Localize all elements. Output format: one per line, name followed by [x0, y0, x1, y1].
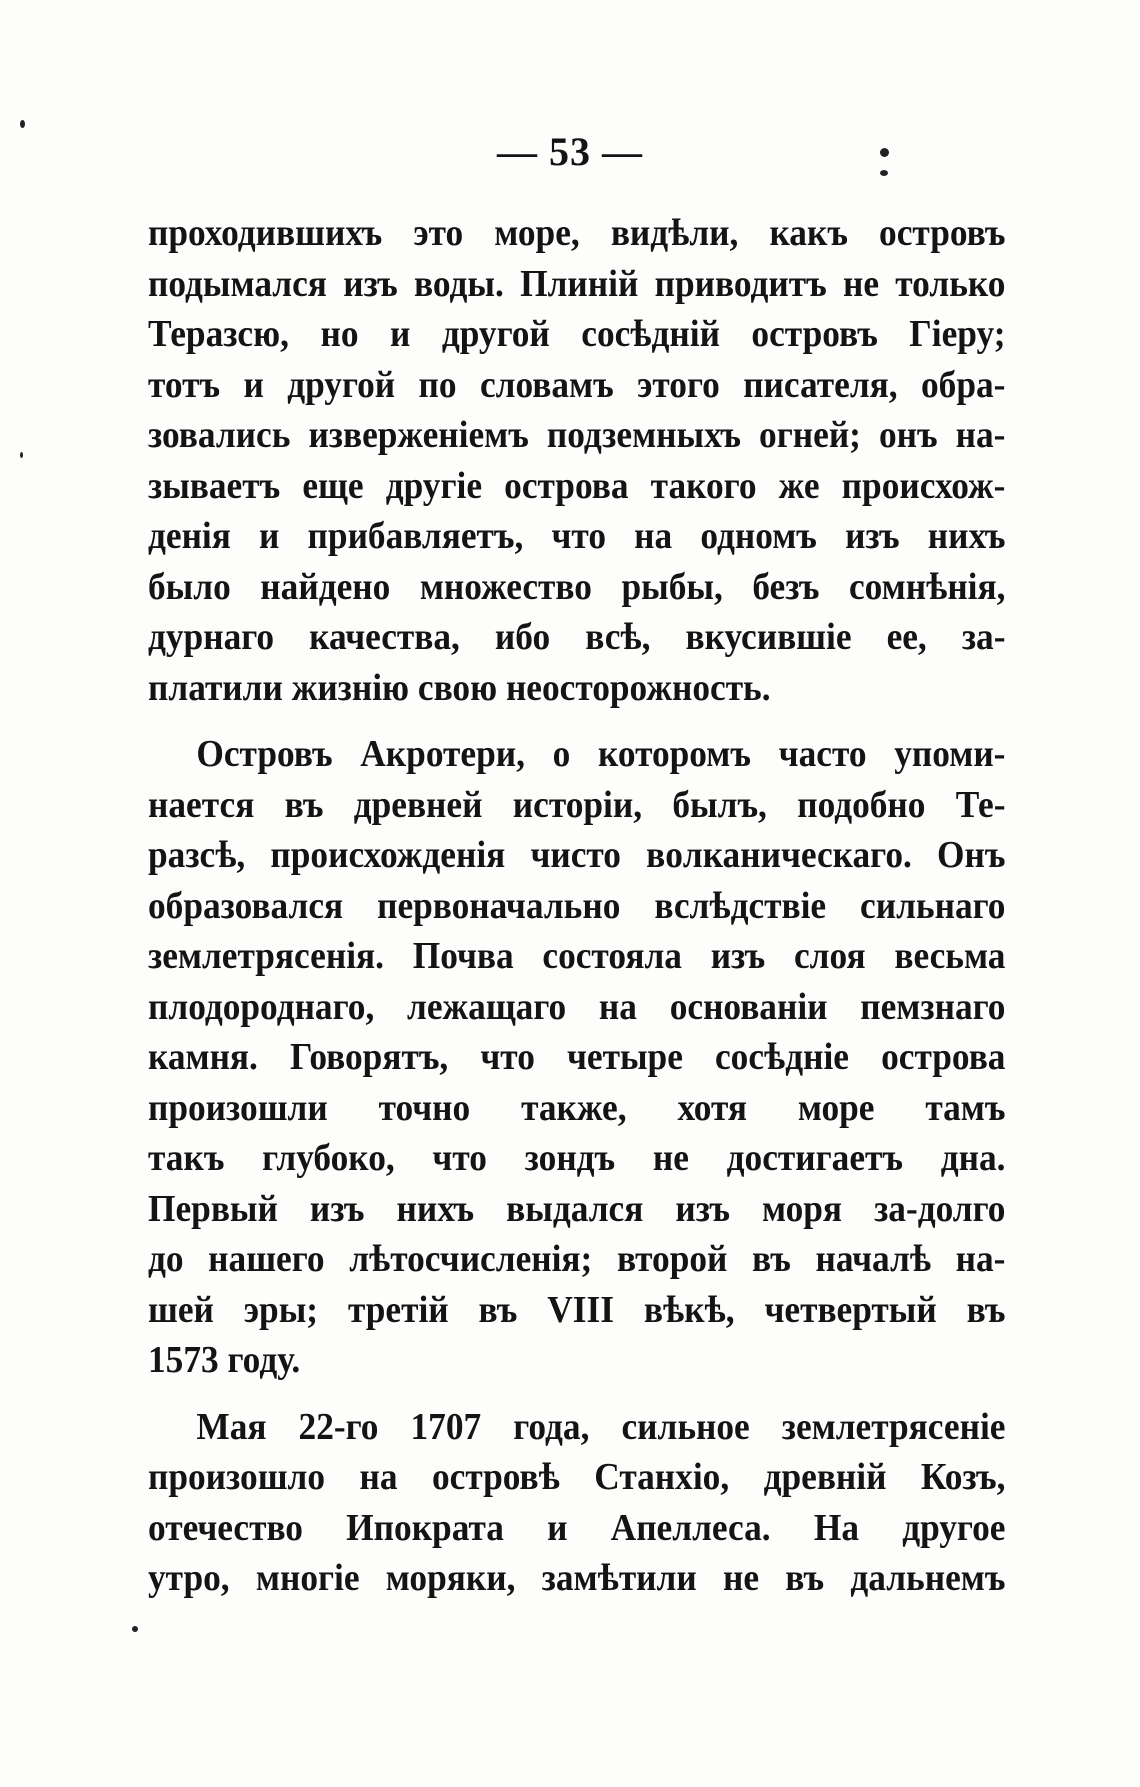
scan-speck	[20, 452, 23, 458]
text-line: шей эры; третій въ VIII вѣкѣ, четвертый въ	[148, 1288, 1006, 1331]
text-line: такъ глубоко, что зондъ не достигаетъ дна.	[148, 1137, 1006, 1179]
text-line: тотъ и другой по словамъ этого писателя, обра-	[148, 363, 1006, 406]
text-line: разсѣ, происхожденія чисто вoлканическаго. Онъ	[148, 834, 1006, 876]
text-line: Мая 22-го 1707 года, сильное землетрясеніе	[196, 1405, 1006, 1448]
paragraph-gap	[148, 713, 1006, 729]
paragraph-1	[148, 208, 1006, 713]
text-line: утро, многіе моряки, замѣтили не въ дальнемъ	[148, 1557, 1006, 1599]
text-line: подымался изъ воды. Плиній приводитъ не только	[148, 262, 1006, 305]
paragraph-3	[148, 1402, 1006, 1604]
paragraph-gap	[148, 1386, 1006, 1402]
scan-speck	[880, 170, 888, 176]
body-text	[148, 208, 1006, 1604]
scan-speck	[880, 148, 889, 157]
text-line: нается въ древней исторіи, былъ, подобно Те-	[148, 783, 1006, 826]
text-line: землетрясенія. Почва состояла изъ слоя весьма	[148, 935, 1006, 977]
text-line: Островъ Акротери, о которомъ часто упоми-	[196, 733, 1006, 775]
scan-speck	[132, 1626, 138, 1632]
text-line: зываетъ еще другіе острова такого же происхож-	[148, 464, 1006, 507]
text-line: зовались изверженіемъ подземныхъ огней; онъ на-	[148, 414, 1006, 456]
text-line: камня. Говорятъ, что четыре сосѣдніе острова	[148, 1036, 1006, 1078]
scan-speck	[20, 120, 25, 128]
text-line: проходившихъ это море, видѣли, какъ островъ	[148, 212, 1006, 254]
text-line: было найдено множество рыбы, безъ сомнѣнія,	[148, 565, 1006, 608]
text-line: произошло на островѣ Станхіо, древній Козъ,	[148, 1456, 1006, 1498]
paragraph-2	[148, 729, 1006, 1386]
text-line: отечество Ипократа и Апеллеса. На другое	[148, 1506, 1006, 1549]
text-line: образовался первоначально вслѣдствіе сильнаго	[148, 884, 1006, 927]
text-line: 1573 году.	[148, 1339, 301, 1381]
text-line: до нашего лѣтосчисленія; второй въ началѣ на-	[148, 1238, 1006, 1280]
text-line: Первый изъ нихъ выдался изъ моря за-долго	[148, 1187, 1006, 1230]
text-line: Теразсю, но и другой сосѣдній островъ Гіеру;	[148, 313, 1006, 355]
text-line: плодороднаго, лежащаго на основаніи пемзнаго	[148, 985, 1006, 1028]
text-line: произошли точно также, хотя море тамъ	[148, 1086, 1006, 1129]
text-line: денія и прибавляетъ, что на одномъ изъ нихъ	[148, 515, 1006, 557]
text-line: платили жизнію свою неосторожность.	[148, 666, 771, 709]
text-line: дурнаго качества, ибо всѣ, вкусившіе ее, за-	[148, 616, 1006, 658]
page-number: — 53 —	[497, 129, 643, 174]
